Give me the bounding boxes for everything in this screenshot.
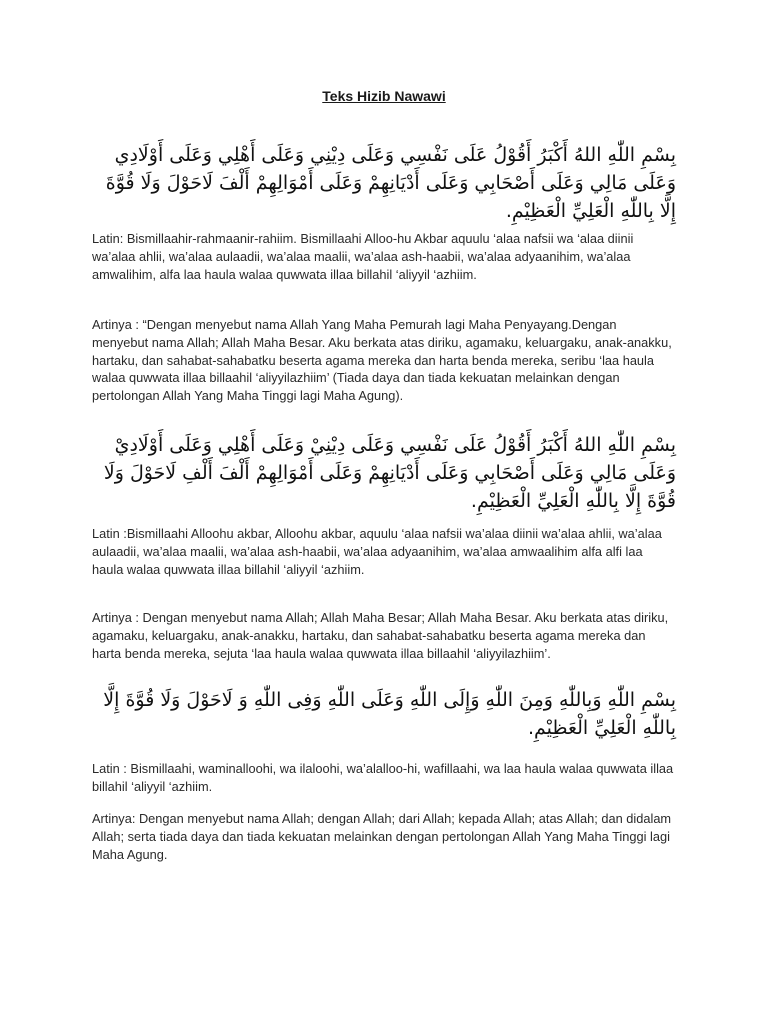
latin-paragraph-2: Latin :Bismillaahi Alloohu akbar, Alloohu akbar, aquulu ‘alaa nafsii wa’alaa diinii wa’alaa ahlii, wa’alaa aulaadii, wa’alaa maalii, wa’alaa ash-haabii, wa’alaa adyaanihim, wa’alaa amwaalihim alfa alfi laa haula walaa quwwata illaa billahil ‘aliyyil ‘azhiim. (92, 526, 662, 577)
translation-paragraph-2: Artinya : Dengan menyebut nama Allah; Allah Maha Besar; Allah Maha Besar. Aku berkata atas diriku, agamaku, keluargaku, anak-anakku, hartaku, dan sahabat-sahabatku beserta agama mereka dan harta benda mereka, sejuta ‘laa haula walaa quwwata illaa billaahil ‘aliyyilazhiim’. (92, 610, 669, 661)
latin-paragraph-1: Latin: Bismillaahir-rahmaanir-rahiim. Bismillaahi Alloo-hu Akbar aquulu ‘alaa nafsii wa ‘alaa diinii wa’alaa ahlii, wa’alaa aulaadii, wa’alaa maalii, wa’alaa ash-haabii, wa’alaa adyaanihim, wa’alaa amwalihim, alfa laa haula walaa quwwata illaa billahil ‘aliyyil ‘azhiim. (92, 231, 634, 282)
arabic-text-2: بِسْمِ اللّٰهِ اللهُ أَكْبَرُ أَقُوْلُ عَلَى نَفْسِي وَعَلَى دِيْنِيْ وَعَلَى أَهْلِي وَعَلَى أَوْلَادِيْ وَعَلَى مَالِي وَعَلَى أَصْحَابِي وَعَلَى أَدْيَانِهِمْ وَعَلَى أَمْوَالِهِمْ أَلْفَ أَلْفِ لَاحَوْلَ وَلَا قُوَّةَ إِلَّا بِاللّٰهِ الْعَلِيِّ الْعَظِيْمِ. (103, 434, 676, 512)
translation-paragraph-1: Artinya : “Dengan menyebut nama Allah Yang Maha Pemurah lagi Maha Penyayang.Dengan menyebut nama Allah; Allah Maha Besar. Aku berkata atas diriku, agamaku, keluargaku, anak-anakku, hartaku, dan sahabat-sahabatku beserta agama mereka dan harta benda mereka, seribu ‘laa haula walaa quwwata illaa billaahil ‘aliyyilazhiim’ (Tiada daya dan tiada kekuatan melainkan dengan pertolongan Allah Yang Maha Tinggi lagi Maha Agung). (92, 317, 672, 404)
latin-paragraph-3: Latin : Bismillaahi, waminalloohi, wa ilaloohi, wa’alalloo-hi, wafillaahi, wa laa haula walaa quwwata illaa billahil ‘aliyyil ‘azhiim. (92, 761, 674, 794)
document-title: Teks Hizib Nawawi (322, 88, 446, 104)
arabic-text-1: بِسْمِ اللّٰهِ اللهُ أَكْبَرُ أَقُوْلُ عَلَى نَفْسِي وَعَلَى دِيْنِي وَعَلَى أَهْلِي وَعَلَى أَوْلَادِي وَعَلَى مَالِي وَعَلَى أَصْحَابِي وَعَلَى أَدْيَانِهِمْ وَعَلَى أَمْوَالِهِمْ أَلْفَ لَاحَوْلَ وَلَا قُوَّةَ إِلَّا بِاللّٰهِ الْعَلِيِّ الْعَظِيْمِ. (105, 144, 676, 222)
translation-paragraph-3: Artinya: Dengan menyebut nama Allah; dengan Allah; dari Allah; kepada Allah; atas Allah; dan didalam Allah; serta tiada daya dan tiada kekuatan melainkan dengan pertolongan Allah Yang Maha Tinggi lagi Maha Agung. (92, 811, 672, 862)
arabic-text-3: بِسْمِ اللّٰهِ وَبِاللّٰهِ وَمِنَ اللّٰهِ وَإِلَى اللّٰهِ وَعَلَى اللّٰهِ وَفِى اللّٰهِ وَ لَاحَوْلَ وَلَا قُوَّةَ إِلَّا بِاللّٰهِ الْعَلِيِّ الْعَظِيْمِ. (103, 689, 676, 739)
